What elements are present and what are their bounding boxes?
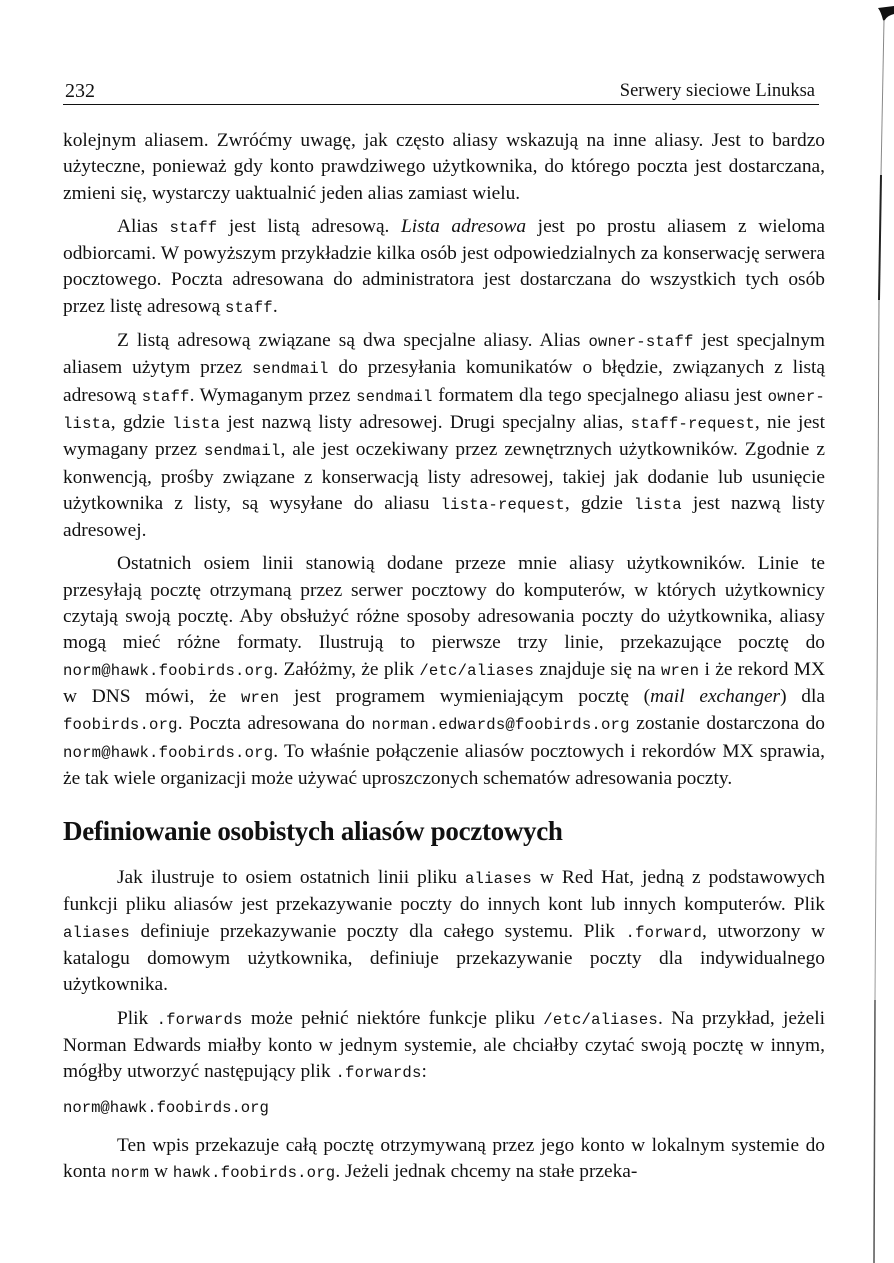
text: : xyxy=(421,1061,427,1083)
text: , nie jest wymagany przez xyxy=(63,411,825,461)
code-aliases: aliases xyxy=(63,923,130,942)
code-owner-staff: owner-staff xyxy=(588,333,694,352)
code-forwards: .forwards xyxy=(156,1010,243,1029)
text: . Wymaganym przez xyxy=(189,384,357,406)
text: . Na przykład, jeżeli Norman Edwards miałby konto w jednym systemie, ale chciałby czytać swoją pocztę w innym, mógłby utworzyć następujący plik xyxy=(63,1007,825,1083)
page-body xyxy=(63,128,825,1193)
text: jest nazwą listy adresowej. Drugi specjalny alias, xyxy=(220,411,631,433)
text: Alias xyxy=(117,215,170,237)
running-title: Serwery sieciowe Linuksa xyxy=(619,81,815,101)
code-email: norm@hawk.foobirds.org xyxy=(63,743,274,762)
code-email: norman.edwards@foobirds.org xyxy=(371,716,630,735)
code-lista: lista xyxy=(172,414,221,433)
text: Plik xyxy=(117,1007,157,1029)
text: jest programem wymieniającym pocztę ( xyxy=(279,685,651,707)
code-forwards: .forwards xyxy=(335,1064,422,1083)
text: . Jeżeli jednak chcemy na stałe przeka- xyxy=(335,1160,638,1182)
text: znajduje się na xyxy=(534,658,661,680)
text: Jak ilustruje to osiem ostatnich linii pliku xyxy=(117,867,465,889)
code-path: /etc/aliases xyxy=(419,661,535,680)
section-heading: Definiowanie osobistych aliasów pocztowych xyxy=(63,816,563,847)
code-owner-lista: owner-lista xyxy=(63,387,825,433)
text: definiuje przekazywanie poczty dla całego systemu. Plik xyxy=(129,920,626,942)
code-email: norm@hawk.foobirds.org xyxy=(63,661,274,680)
code-sendmail: sendmail xyxy=(252,360,329,379)
code-aliases: aliases xyxy=(465,870,532,889)
paragraph-6 xyxy=(63,1006,825,1087)
text: Ostatnich osiem linii stanowią dodane przeze mnie aliasy użytkowników. Linie te przesyłają pocztę otrzymaną przez serwer pocztowy do komputerów, w których użytkownicy czytają swoją pocztę. Aby obsłużyć różne sposoby adresowania poczty do użytkownika, aliasy mogą mieć różne formaty. Ilustrują to pierwsze trzy linie, przekazujące pocztę do xyxy=(63,553,825,654)
text: . Załóżmy, że plik xyxy=(273,658,420,680)
term-mail-exchanger: mail exchanger xyxy=(650,685,781,707)
text: , ale jest oczekiwany przez zewnętrznych użytkowników. Zgodnie z konwencją, prośby związane z konserwacją listy adresowej, takiej jak dodanie lub usunięcie użytkownika z listy, są wysyłane do aliasu xyxy=(63,439,825,514)
text: jest listą adresową. xyxy=(217,215,401,237)
text: jest nazwą listy adresowej. xyxy=(63,492,825,542)
paragraph-5 xyxy=(63,865,825,998)
paragraph-4 xyxy=(63,551,825,792)
code-example: norm@hawk.foobirds.org xyxy=(63,1098,269,1117)
code-user: norm xyxy=(110,1163,150,1182)
code-forward: .forward xyxy=(625,923,703,942)
text: , utworzony w katalogu domowym użytkownika, definiuje przekazywanie poczty dla indywidualnego użytkownika. xyxy=(63,920,825,996)
paragraph-7 xyxy=(63,1133,825,1187)
scan-edge-shadow xyxy=(854,0,894,1263)
text: , gdzie xyxy=(564,492,634,514)
paragraph-2 xyxy=(63,214,825,321)
code-hostname: hawk.foobirds.org xyxy=(172,1163,336,1182)
page-number: 232 xyxy=(65,80,95,102)
text: . Poczta adresowana do xyxy=(177,713,372,735)
paragraph-1 xyxy=(63,128,825,207)
text: Ten wpis przekazuje całą pocztę otrzymywaną przez jego konto w lokalnym systemie do konta xyxy=(63,1134,825,1182)
text: , gdzie xyxy=(110,411,173,433)
code-hostname: wren xyxy=(660,661,700,680)
code-staff: staff xyxy=(225,298,273,317)
page-header xyxy=(63,80,819,105)
code-lista: lista xyxy=(633,495,682,514)
text: w xyxy=(149,1160,173,1182)
paragraph-3 xyxy=(63,328,825,544)
term-lista-adresowa: Lista adresowa xyxy=(401,215,527,237)
code-hostname: wren xyxy=(240,688,280,707)
code-sendmail: sendmail xyxy=(356,387,433,406)
text: może pełnić niektóre funkcje pliku xyxy=(242,1007,544,1029)
text: kolejnym aliasem. Zwróćmy uwagę, jak często aliasy wskazują na inne aliasy. Jest to bardzo użyteczne, ponieważ gdy konto prawdziwego użytkownika, do którego poczta jest dostarczana, zmieni się, wystarczy uaktualnić jeden alias zamiast wielu. xyxy=(63,130,825,204)
text: . xyxy=(272,295,278,317)
text: Z listą adresową związane są dwa specjalne aliasy. Alias xyxy=(117,330,589,352)
code-staff: staff xyxy=(169,218,218,237)
code-path: /etc/aliases xyxy=(543,1010,658,1029)
text: jest specjalnym aliasem użytym przez xyxy=(63,330,825,379)
code-sendmail: sendmail xyxy=(204,442,281,461)
text: zostanie dostarczona do xyxy=(629,713,826,735)
code-staff-request: staff-request xyxy=(630,414,755,433)
code-staff: staff xyxy=(141,387,190,406)
text: jest po prostu aliasem z wieloma odbiorcami. W powyższym przykładzie kilka osób jest odpowiedzialnych za konserwację serwera pocztowego. Poczta adresowana do administratora jest dostarczana do wszystkich tych osób przez listę adresową xyxy=(63,215,826,317)
text: . To właśnie połączenie aliasów pocztowych i rekordów MX sprawia, że tak wiele organizacji może używać uproszczonych schematów adresowania poczty. xyxy=(63,740,825,789)
code-lista-request: lista-request xyxy=(440,495,565,514)
text: do przesyłania komunikatów o błędzie, związanych z listą adresową xyxy=(63,357,825,406)
text: i że rekord MX w DNS mówi, że xyxy=(63,658,826,707)
text: w Red Hat, jedną z podstawowych funkcji pliku aliasów jest przekazywanie poczty do innych kont lub innych komputerów. Plik xyxy=(63,867,825,916)
code-domain: foobirds.org xyxy=(63,716,178,735)
text: formatem dla tego specjalnego aliasu jest xyxy=(432,384,768,406)
text: ) dla xyxy=(780,685,825,707)
